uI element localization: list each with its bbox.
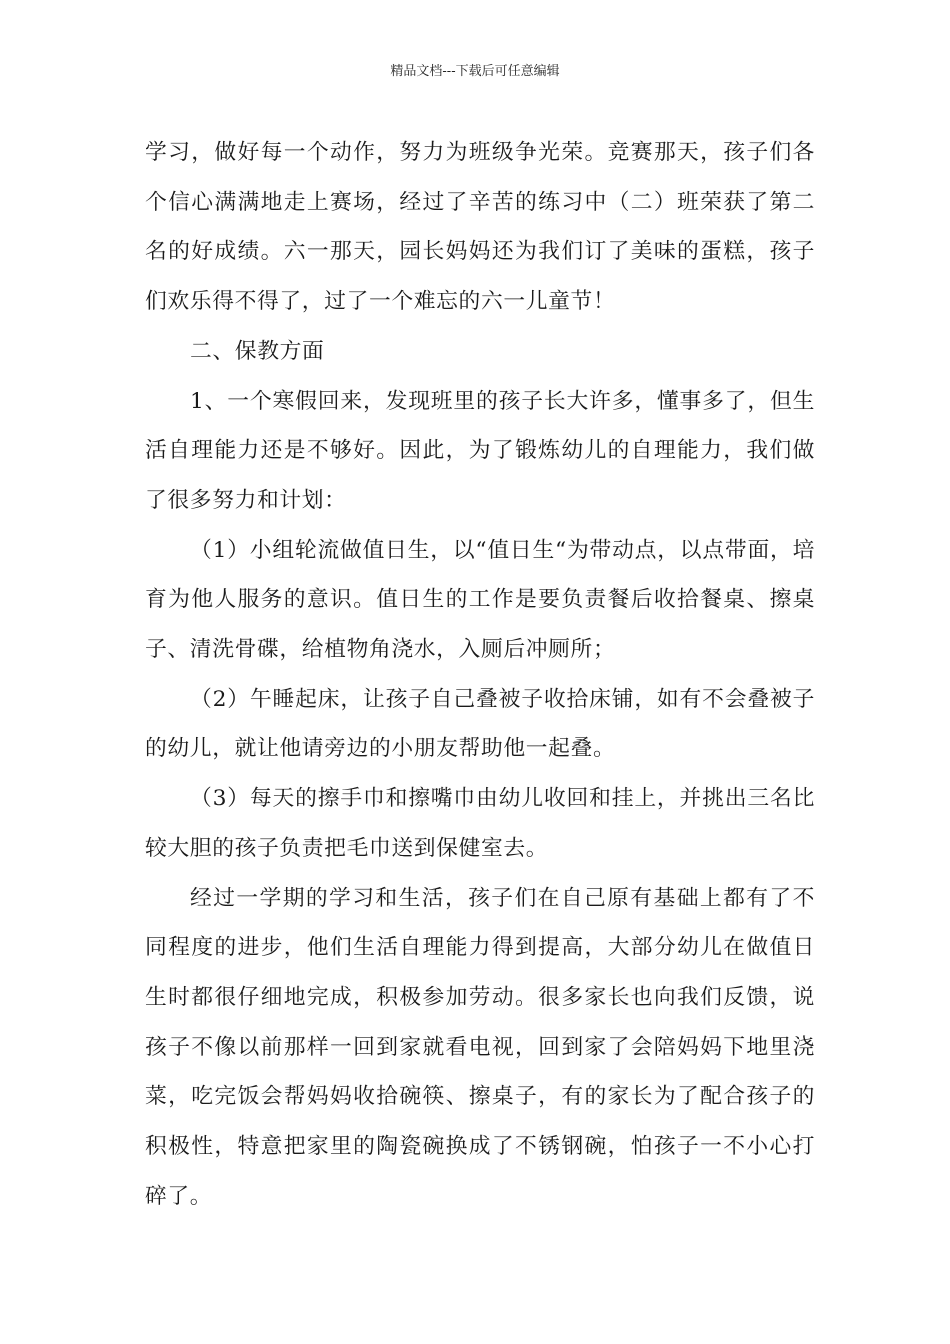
section-heading: 二、保教方面 — [190, 338, 325, 364]
document-body — [145, 128, 815, 1221]
paragraph-subitem-2: （2）午睡起床，让孩子自己叠被子收拾床铺，如有不会叠被子的幼儿，就让他请旁边的小朋友帮助他一起叠。 — [145, 686, 815, 762]
paragraph-subitem-3: （3）每天的擦手巾和擦嘴巾由幼儿收回和挂上，并挑出三名比较大胆的孩子负责把毛巾送到保健室去。 — [145, 786, 815, 861]
paragraph-continuation: 学习，做好每一个动作，努力为班级争光荣。竞赛那天，孩子们各个信心满满地走上赛场，经过了辛苦的练习中（二）班荣获了第二名的好成绩。六一那天，园长妈妈还为我们订了美味的蛋糕，孩子们欢乐得不得了，过了一个难忘的六一儿童节！ — [145, 140, 815, 315]
page-header: 精品文档---下载后可任意编辑 — [390, 64, 560, 79]
paragraph-summary: 经过一学期的学习和生活，孩子们在自己原有基础上都有了不同程度的进步，他们生活自理能力得到提高，大部分幼儿在做值日生时都很仔细地完成，积极参加劳动。很多家长也向我们反馈，说孩子不像以前那样一回到家就看电视，回到家了会陪妈妈下地里浇菜，吃完饭会帮妈妈收拾碗筷、擦桌子，有的家长为了配合孩子的积极性，特意把家里的陶瓷碗换成了不锈钢碗，怕孩子一不小心打碎了。 — [145, 885, 815, 1209]
paragraph-item-1: 1、一个寒假回来，发现班里的孩子长大许多，懂事多了，但生活自理能力还是不够好。因此，为了锻炼幼儿的自理能力，我们做了很多努力和计划： — [145, 388, 815, 513]
paragraph-subitem-1: （1）小组轮流做值日生，以“值日生“为带动点，以点带面，培育为他人服务的意识。值日生的工作是要负责餐后收拾餐桌、擦桌子、清洗骨碟，给植物角浇水，入厕后冲厕所； — [145, 537, 815, 663]
